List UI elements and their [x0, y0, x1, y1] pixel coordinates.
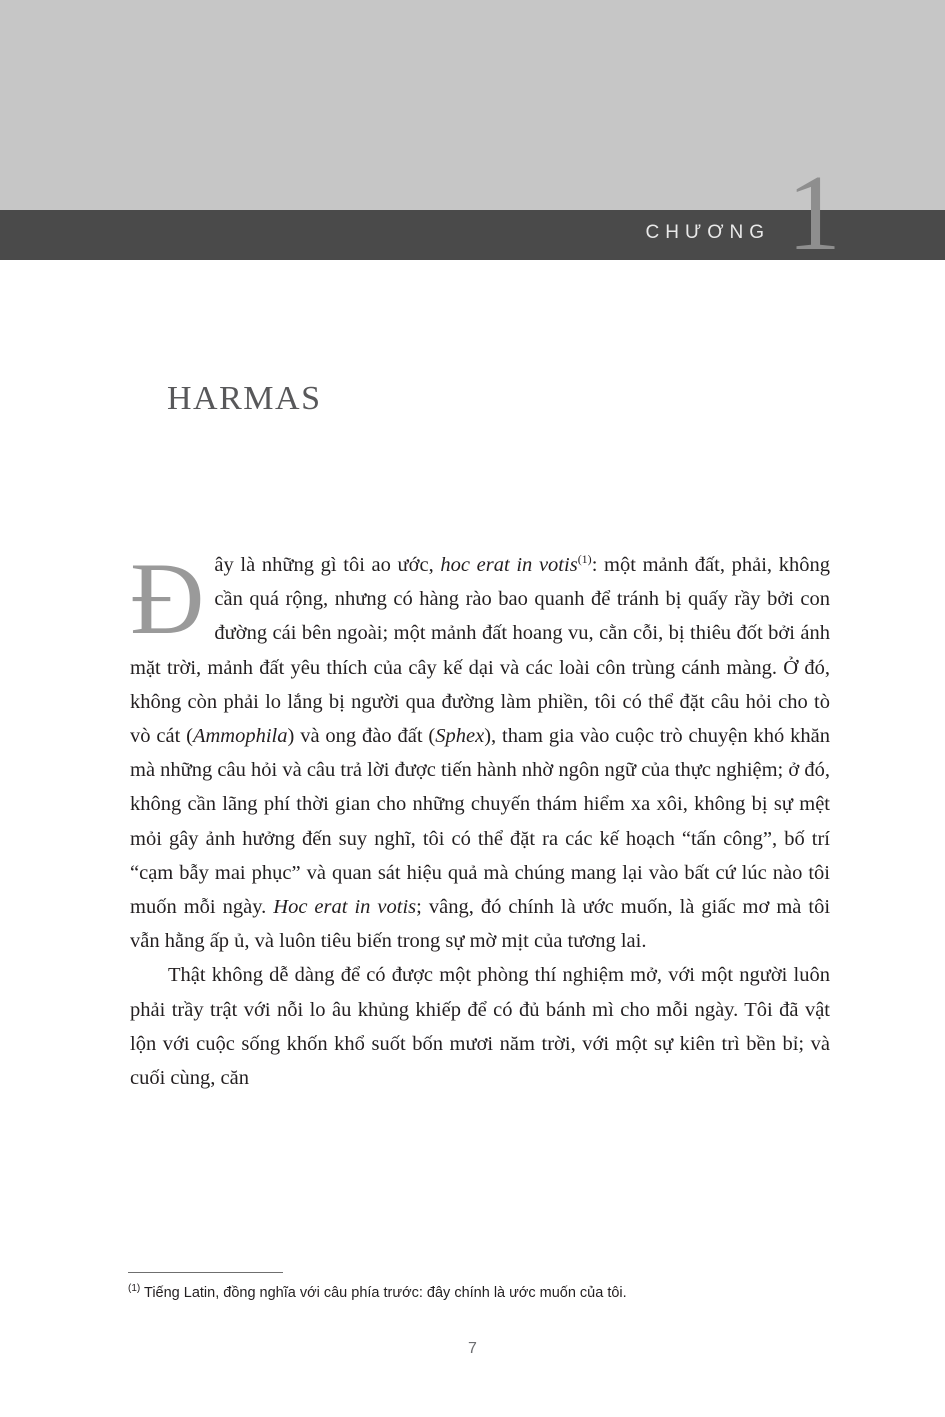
p1-italic-4: Hoc erat in votis — [273, 896, 417, 919]
p1-italic-3: Sphex — [435, 725, 485, 748]
p1-run-4: ), tham gia vào cuộc trò chuyện khó khăn mà những câu hỏi và câu trả lời được tiến hành nhờ ngôn ngữ của thực nghiệm; ở đó, không cần lãng phí thời gian cho những chuyến thám hiểm xa xôi, không bị sự mệt mỏi gây ảnh hưởng đến suy nghĩ, tôi có thể đặt ra các kế hoạch “tấn công”, bố trí “cạm bẫy mai phục” và quan sát hiệu quả mà chúng mang lại vào bất cứ lúc nào tôi muốn mỗi ngày. — [130, 725, 830, 919]
chapter-number: 1 — [787, 154, 841, 273]
footnote-marker: (1) — [128, 1283, 141, 1295]
page-number: 7 — [468, 1340, 477, 1357]
paragraph-1 — [130, 542, 831, 958]
p1-run-3: ) và ong đào đất ( — [287, 725, 436, 748]
paragraph-2: Thật không dễ dàng để có được một phòng thí nghiệm mở, với một người luôn phải trầy trật với nỗi lo âu khủng khiếp để có đủ bánh mì cho mỗi ngày. Tôi đã vật lộn với cuộc sống khốn khổ suốt bốn mươi năm trời, với một sự kiên trì bền bỉ; và cuối cùng, căn — [130, 964, 830, 1090]
p1-run-5: ; vâng, đó chính là ước muốn, là giấc mơ mà tôi vẫn hằng ấp ủ, và luôn tiêu biến trong sự mờ mịt của tương lai. — [130, 896, 831, 953]
p1-run-2: : một mảnh đất, phải, không cần quá rộng, nhưng có hàng rào bao quanh để tránh bị quấy rầy bởi con đường cái bên ngoài; một mảnh đất hoang vu, cằn cỗi, bị thiêu đốt bởi ánh mặt trời, mảnh đất yêu thích của cây kế dại và các loài côn trùng cánh màng. Ở đó, không còn phải lo lắng bị người qua đường làm phiền, tôi có thể đặt câu hỏi cho tò vò cát ( — [130, 554, 830, 748]
footnote-text: Tiếng Latin, đồng nghĩa với câu phía trước: đây chính là ước muốn của tôi. — [140, 1285, 627, 1301]
chapter-label: CHƯƠNG — [645, 222, 770, 243]
footnote-divider — [128, 1272, 283, 1273]
page-title: HARMAS — [167, 380, 322, 417]
p1-run-1: ây là những gì tôi ao ước, — [214, 554, 441, 576]
body-text — [130, 542, 831, 1095]
p1-italic-2: Ammophila — [192, 725, 288, 748]
footnote-marker-inline: (1) — [577, 552, 592, 567]
p1-italic-1: hoc erat in votis — [440, 554, 578, 576]
drop-cap: Đ — [130, 542, 205, 656]
footnote — [128, 1283, 828, 1303]
